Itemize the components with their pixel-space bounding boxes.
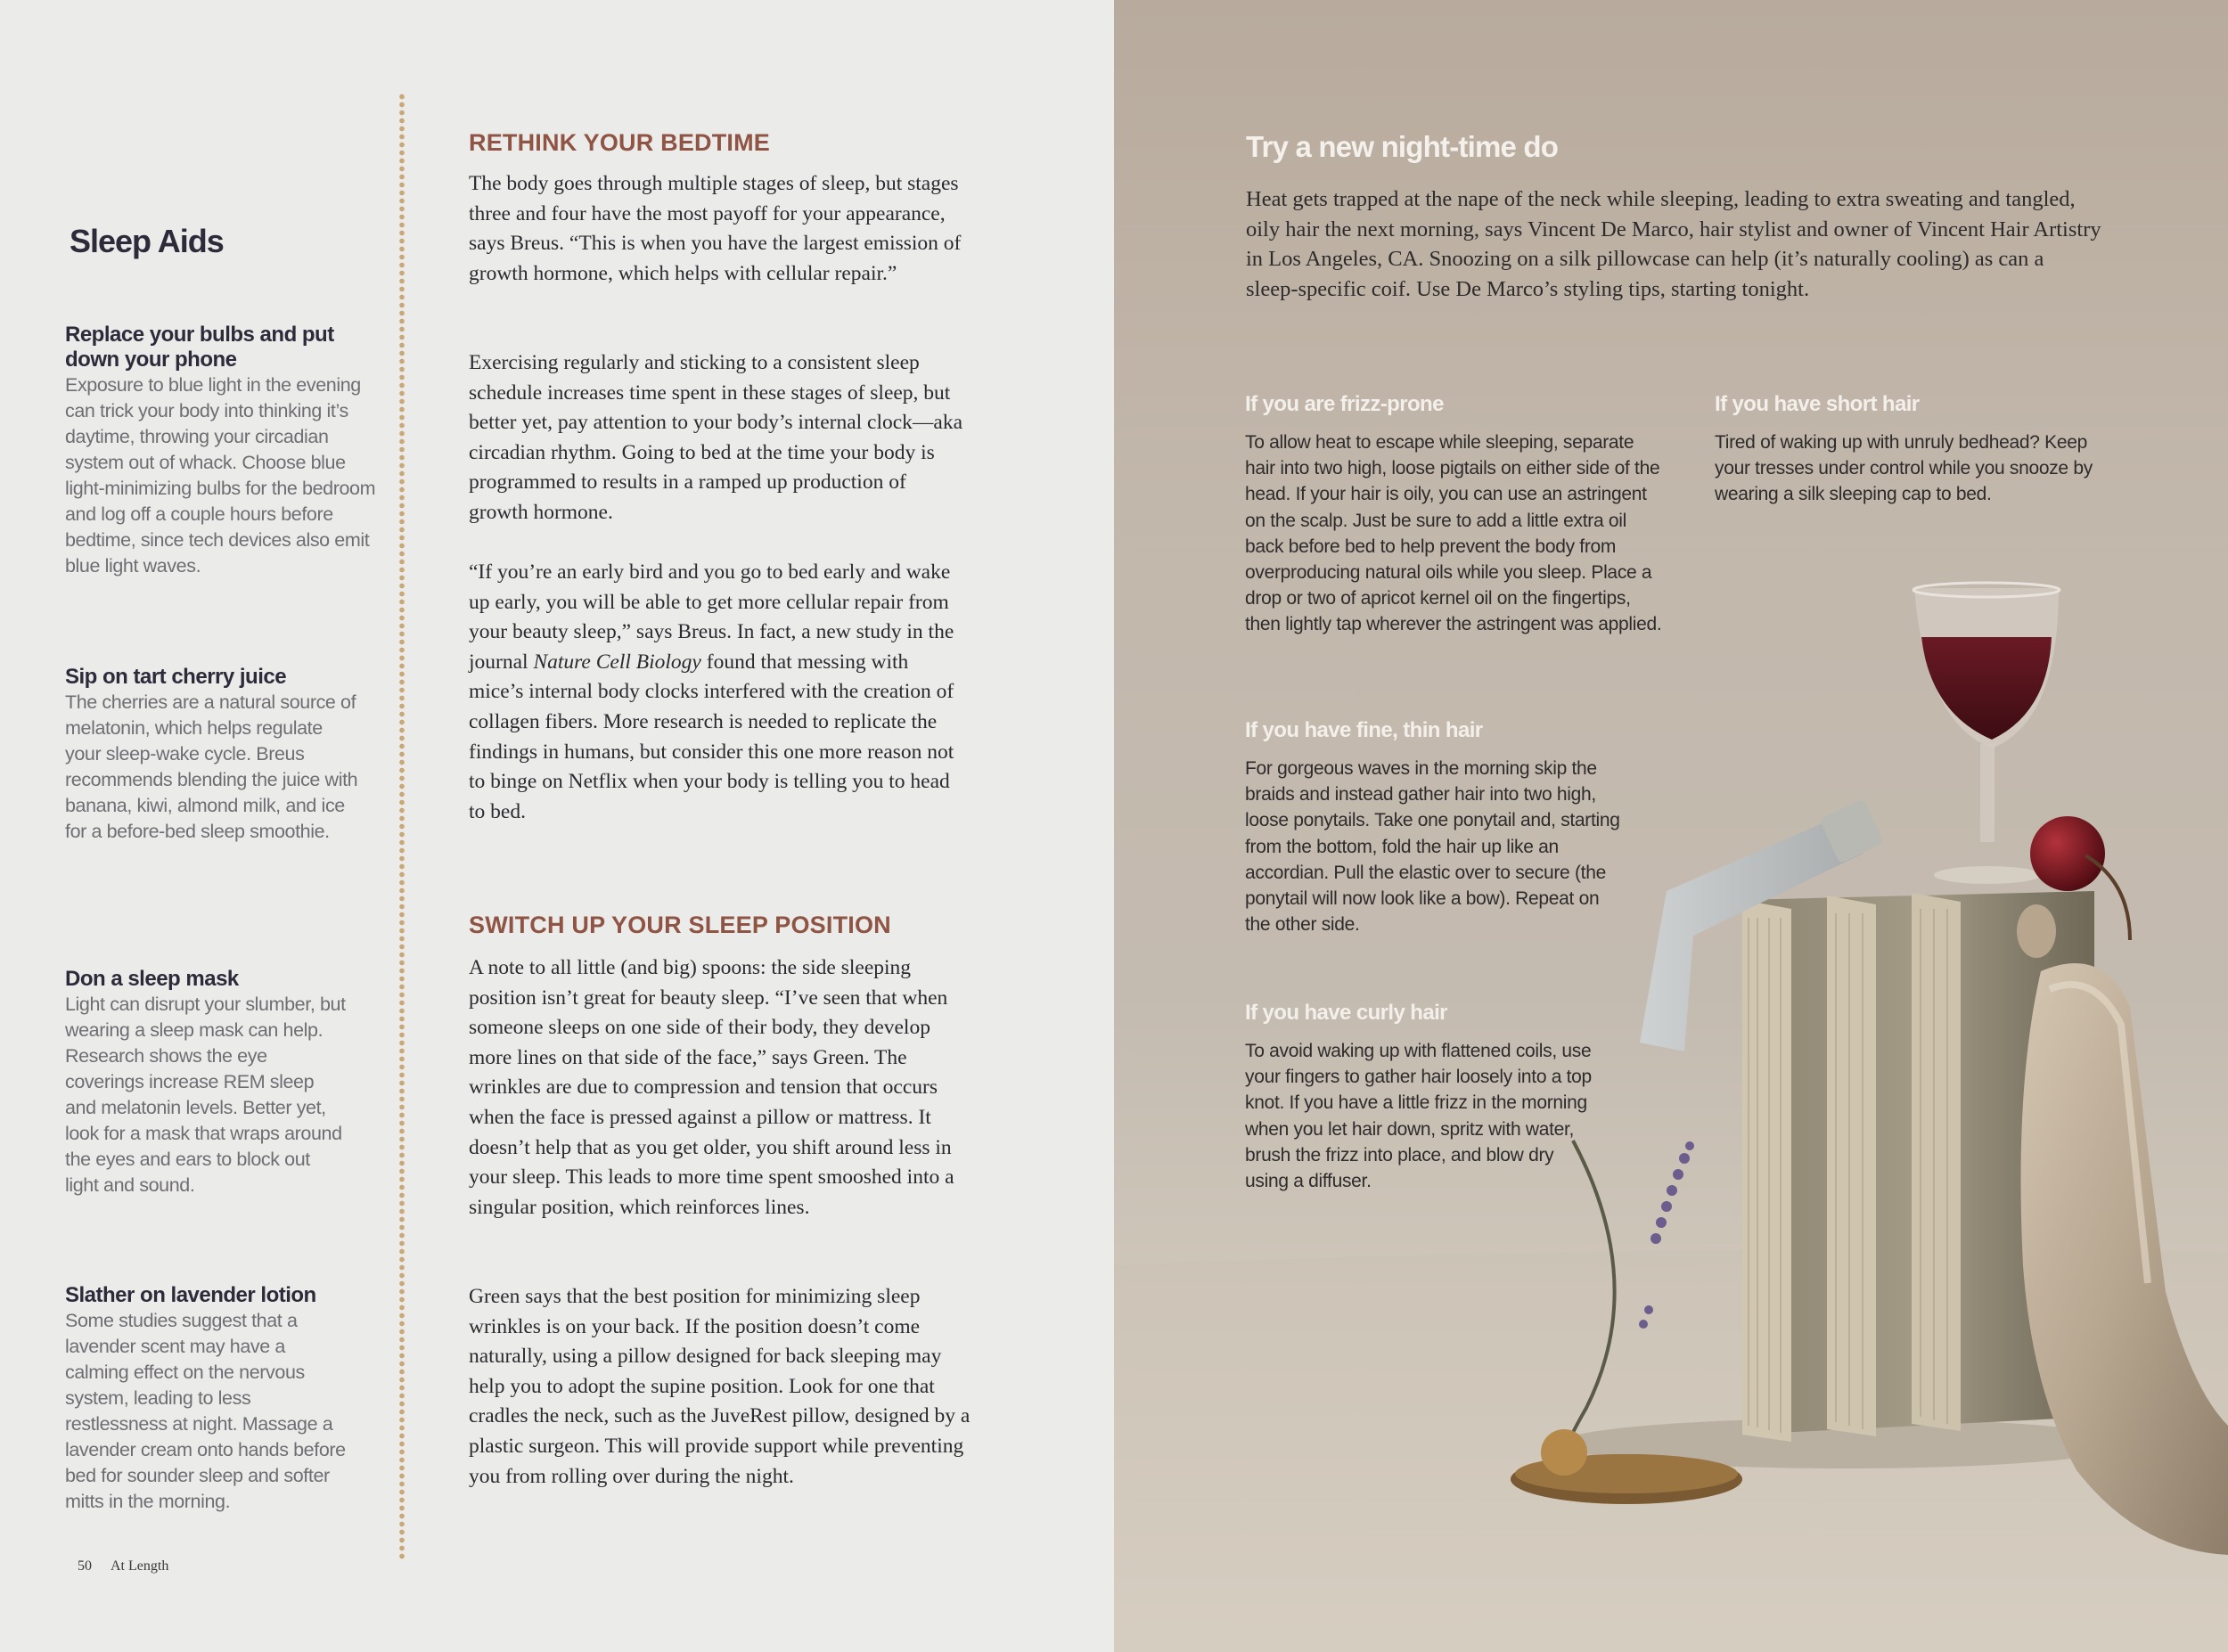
body-text-run: “If you’re an early bird and you go to bed early and wake up early, you will be able to get more cellular repair from your beauty sleep,” says Breus. In fact, a new study in the journal — [469, 560, 954, 674]
right-page — [1114, 0, 2228, 1652]
publication-name: At Length — [111, 1558, 169, 1574]
tip-heading: If you have fine, thin hair — [1245, 718, 1483, 742]
section-heading-bedtime: RETHINK YOUR BEDTIME — [469, 129, 771, 156]
sidebar-item-heading: Don a sleep mask — [65, 967, 239, 991]
tip-heading: If you have short hair — [1715, 392, 1920, 416]
tip-block — [1245, 718, 1628, 937]
tip-block — [1715, 392, 2111, 508]
sidebar-item-text: Some studies suggest that a lavender scent may have a calming effect on the nervous system, leading to less restlessness at night. Massage a lavender cream onto hands before bed for sounder sleep and softer mitts in the morning. — [65, 1310, 346, 1512]
sidebar-item-text: The cherries are a natural source of melatonin, which helps regulate your sleep-wake cycle. Breus recommends blending the juice with banana, kiwi, almond milk, and ice for a before-bed sleep smoothie. — [65, 691, 358, 842]
journal-title: Nature Cell Biology — [533, 650, 701, 674]
body-paragraph: The body goes through multiple stages of sleep, but stages three and four have the most payoff for your appearance, says Breus. “This is when you have the largest emission of growth hormone, which helps with cellular repair.” — [469, 172, 962, 285]
tip-text: To allow heat to escape while sleeping, separate hair into two high, loose pigtails on either side of the head. If your hair is oily, you can use an astringent on the scalp. Just be sure to add a little extra oil back before bed to help prevent the body from overproducing natural oils while you sleep. Place a drop or two of apricot kernel oil on the fingertips, then lightly tap wherever the astringent was applied. — [1245, 432, 1662, 635]
body-paragraph: A note to all little (and big) spoons: the side sleeping position isn’t great for beauty sleep. “I’ve seen that when someone sleeps on one side of their body, they develop more lines on that side of the face,” says Green. The wrinkles are due to compression and tension that occurs when the face is pressed against a pillow or mattress. It doesn’t help that as you get older, you shift around less in your sleep. This leads to more time spent smooshed into a singular position, which reinforces lines. — [469, 956, 954, 1219]
sidebar-item-text: Exposure to blue light in the evening can trick your body into thinking it’s daytime, throwing your circadian system out of whack. Choose blue light-minimizing bulbs for the bedroom and log off a couple hours before bedtime, since tech devices also emit blue light waves. — [65, 374, 376, 577]
section-heading-sleep-position: SWITCH UP YOUR SLEEP POSITION — [469, 912, 891, 938]
body-paragraph — [469, 558, 968, 827]
dotted-divider — [399, 93, 405, 1559]
body-paragraph: Exercising regularly and sticking to a consistent sleep schedule increases time spent in these stages of sleep, but better yet, pay attention to your body’s internal clock—aka circadian rhythm. Going to bed at the time your body is programmed to results in a ramped up production of growth hormone. — [469, 351, 963, 524]
tip-text: Tired of waking up with unruly bedhead? Keep your tresses under control while you snooze by wearing a silk sleeping cap to bed. — [1715, 432, 2093, 505]
tip-text: For gorgeous waves in the morning skip the braids and instead gather hair into two high, loose ponytails. Take one ponytail and, starting from the bottom, fold the hair up like an accordian. Pull the elastic over to secure (the ponytail will now look like a bow). Repeat on the other side. — [1245, 758, 1620, 936]
sidebar-item-heading: Sip on tart cherry juice — [65, 665, 287, 689]
sidebar-title: Sleep Aids — [70, 223, 224, 259]
tip-heading: If you are frizz-prone — [1245, 392, 1444, 416]
tip-heading: If you have curly hair — [1245, 1001, 1447, 1025]
sidebar-item-heading: Replace your bulbs and put down your phone — [65, 323, 334, 372]
sidebar-item-text: Light can disrupt your slumber, but wearing a sleep mask can help. Research shows the eye coverings increase REM sleep and melatonin levels. Better yet, look for a mask that wraps around the eyes and ears to block out light and sound. — [65, 994, 346, 1196]
body-text-run: found that messing with mice’s internal body clocks interfered with the creation of collagen fibers. More research is needed to replicate the findings in humans, but consider this one more reason not to binge on Netflix when your body is telling you to head to bed. — [469, 650, 954, 823]
sidebar-item — [65, 1283, 350, 1515]
page-number: 50 — [78, 1558, 92, 1574]
sidebar-item — [65, 323, 377, 579]
sidebar-item — [65, 665, 359, 845]
tip-block — [1245, 1001, 1601, 1194]
sidebar-item-heading: Slather on lavender lotion — [65, 1283, 316, 1307]
tip-text: To avoid waking up with flattened coils, use your fingers to gather hair loosely into a top knot. If you have a little frizz in the morning when you let hair down, spritz with water, brush the frizz into place, and blow dry using a diffuser. — [1245, 1041, 1592, 1192]
right-title: Try a new night-time do — [1246, 130, 1559, 163]
body-paragraph: Green says that the best position for minimizing sleep wrinkles is on your back. If the position doesn’t come naturally, using a pillow designed for back sleeping may help you to adopt the supine position. Look for one that cradles the neck, such as the JuveRest pillow, designed by a plastic surgeon. This will provide support while preventing you from rolling over during the night. — [469, 1285, 971, 1488]
tip-block — [1245, 392, 1664, 638]
sidebar-item — [65, 967, 346, 1198]
right-intro: Heat gets trapped at the nape of the neck while sleeping, leading to extra sweating and tangled, oily hair the next morning, says Vincent De Marco, hair stylist and owner of Vincent Hair Artistry in Los Angeles, CA. Snoozing on a silk pillowcase can help (it’s naturally cooling) as can a sleep-specific coif. Use De Marco’s styling tips, starting tonight. — [1246, 187, 2101, 301]
